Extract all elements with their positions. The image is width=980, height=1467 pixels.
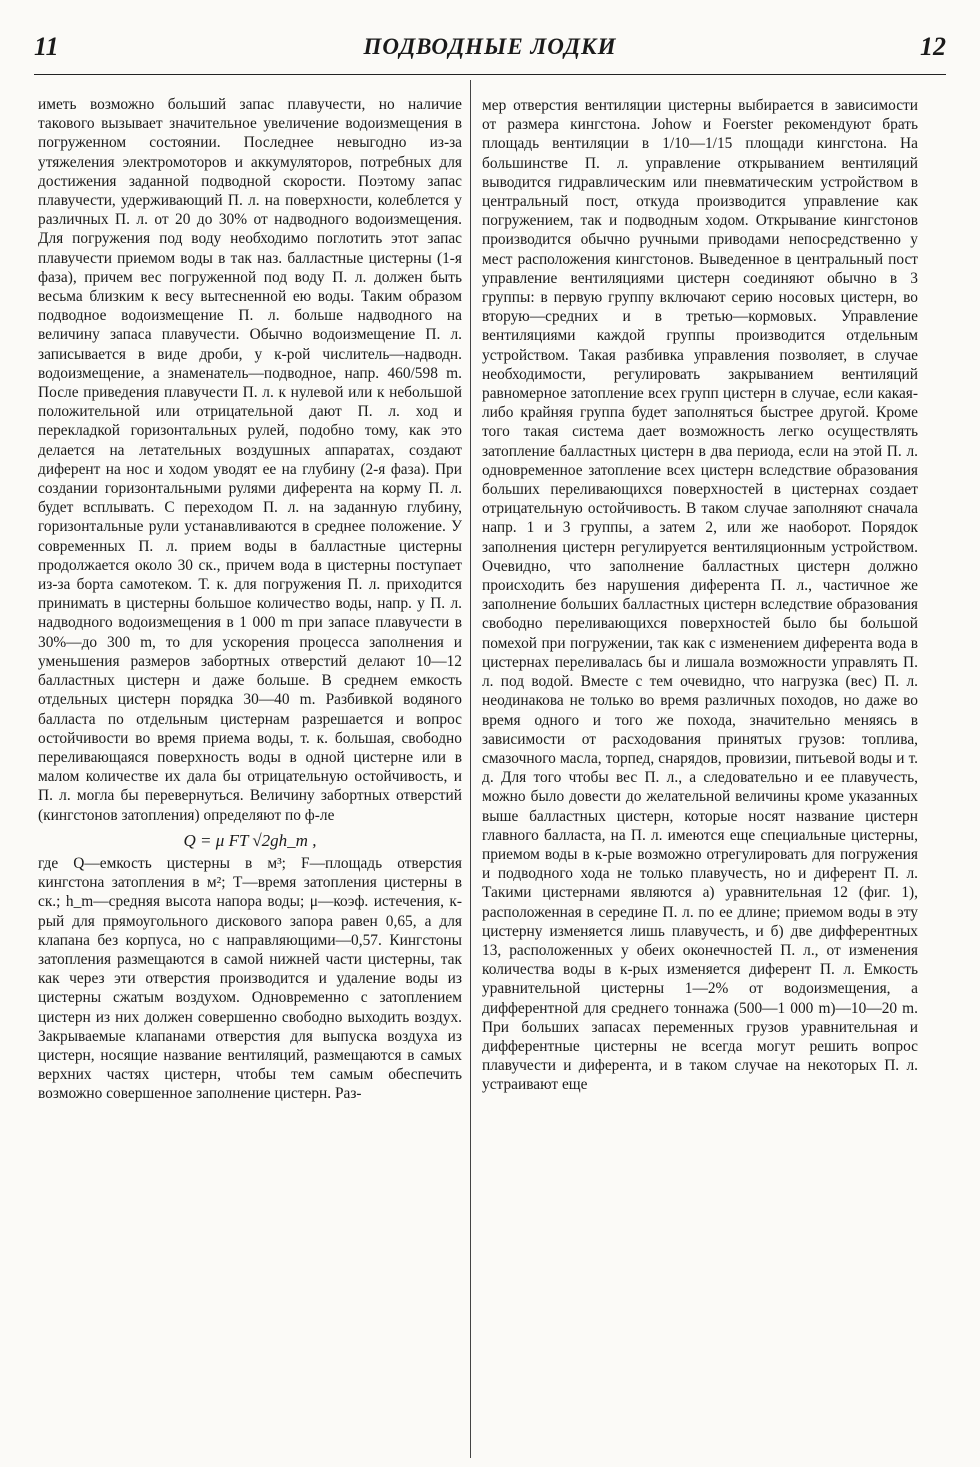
right-column xyxy=(482,96,918,1095)
column-divider xyxy=(470,80,471,1458)
page-number-left: 11 xyxy=(34,32,59,61)
running-title: ПОДВОДНЫЕ ЛОДКИ xyxy=(363,34,617,59)
header-rule xyxy=(34,74,946,75)
page-number-right: 12 xyxy=(920,32,946,61)
left-column xyxy=(38,95,462,1104)
left-paragraph-1: иметь возможно больший запас плавучести, но наличие такового вызывает значительное увеличение водоизмещения в погруженном состоянии. Последнее невыгодно из-за утяжеления электромоторов и аккумуляторов, потребных для достижения заданной подводной скорости. Поэтому запас плавучести, удерживающий П. л. на поверхности, колеблется у различных П. л. от 20 до 30% от надводного водоизмещения. Для погружения под воду необходимо поглотить этот запас плавучести приемом воды в так наз. балластные цистерны (1-я фаза), причем вес погруженной под воду П. л. должен быть весьма близким к весу вытесненной ею воды. Таким образом подводное водоизмещение П. л. больше надводного на величину запаса плавучести. Обычно водоизмещение П. л. записывается в виде дроби, у к-рой числитель—надводн. водоизмещение, а знаменатель—подводное, напр. 460/598 m. После приведения плавучести П. л. к нулевой или к небольшой положительной или отрицательной дают П. л. ход и перекладкой горизонтальных рулей, подобно тому, как это делается на летательных воздушных аппаратах, создают диферент на нос и ходом уводят ее на глубину (2-я фаза). При создании горизонтальными рулями диферента на корму П. л. будет всплывать. С переходом П. л. на заданную глубину, горизонтальные рули устанавливаются в среднее положение. У современных П. л. прием воды в балластные цистерны продолжается около 30 ск., причем вода в цистерны поступает из-за борта самотеком. Т. к. для погружения П. л. приходится принимать в цистерны большое количество воды, напр. у П. л. надводного водоизмещения в 1 000 m при запасе плавучести в 30%—до 300 m, то для ускорения процесса заполнения и уменьшения размеров забортных отверстий делают 10—12 балластных цистерн и даже больше. В среднем емкость отдельных цистерн порядка 30—40 m. Разбивкой водяного балласта по отдельным цистернам разрешается и вопрос остойчивости во время приема воды, т. к. большая, свободно переливающаяся поверхность воды в одной цистерне или в малом количестве их дала бы отрицательную остойчивость, и П. л. могла бы перевернуться. Величину забортных отверстий (кингстонов затопления) определяют по ф-ле xyxy=(38,96,462,824)
page-header xyxy=(34,32,946,68)
left-paragraph-2: где Q—емкость цистерны в м³; F—площадь отверстия кингстона затопления в м²; T—время затопления цистерны в ск.; h_m—средняя высота напора воды; μ—коэф. истечения, к-рый для прямоугольного дискового запора равен 0,65, а для клапана без корпуса, но с направляющими—0,57. Кингстоны затопления размещаются в самой нижней части цистерны, так как через эти отверстия производится и удаление воды из цистерны сжатым воздухом. Одновременно с затоплением цистерн из них должен совершенно свободно выходить воздух. Закрываемые клапанами отверстия для выпуска воздуха из цистерн, носящие название вентиляций, размещаются в самых верхних частях цистерн, чтобы тем самым обеспечить возможно совершенное заполнение цистерн. Раз- xyxy=(38,854,462,1103)
kingston-formula: Q = μ FT √2gh_m , xyxy=(183,830,317,850)
right-paragraph-1: мер отверстия вентиляции цистерны выбирается в зависимости от размера кингстона. Johow и Foerster рекомендуют брать площадь вентиляции в 1/10—1/15 площади кингстона. На большинстве П. л. управление открыванием вентиляций выводится гидравлическим или пневматическим устройством в центральный пост, откуда производится управление как погружением, так и подводным ходом. Открывание кингстонов производится обычно ручными приводами непосредственно у мест расположения кингстонов. Выведенное в центральный пост управление вентиляциями цистерн соединяют обычно в 3 группы: в первую группу включают серию носовых цистерн, во вторую—средних и в третью—кормовых. Управление вентиляциями каждой группы производится отдельным устройством. Такая разбивка управления позволяет, в случае необходимости, регулировать закрыванием вентиляций равномерное затопление всех групп цистерн в случае, если какая-либо крайняя группа будет заполняться быстрее другой. Кроме того такая система дает возможность легко осуществлять затопление балластных цистерн в два периода, если на этой П. л. одновременное затопление всех цистерн вследствие образования больших переливающихся поверхностей в цистернах создает отрицательную остойчивость. В таком случае заполняют сначала напр. 1 и 3 группы, а затем 2, или же наоборот. Порядок заполнения цистерн регулируется вентиляционным устройством. Очевидно, что заполнение балластных цистерн должно происходить без нарушения диферента П. л., частичное же заполнение больших балластных цистерн вследствие образования свободно переливающихся поверхностей было бы большой помехой при погружении, так как с изменением диферента вода в цистернах переливалась бы и лишала возможности управлять П. л. под водой. Вместе с тем очевидно, что нагрузка (вес) П. л. неодинакова не только во время различных походов, но даже во время одного и того же похода, значительно меняясь в зависимости от расходования принятых грузов: топлива, смазочного масла, торпед, снарядов, провизии, питьевой воды и т. д. Для того чтобы вес П. л., а следовательно и ее плавучесть, можно было довести до желательной величины кроме указанных выше балластных цистерн, которые носят название цистерн главного балласта, на П. л. имеются еще специальные цистерны, приемом воды в к-рые возможно отрегулировать для погружения и подводного хода не только плавучесть, но и диферент П. л. Такими цистернами являются а) уравнительная 12 (фиг. 1), расположенная в середине П. л. по ее длине; приемом воды в эту цистерну изменяется лишь плавучесть, и б) две дифферентных 13, расположенных у обеих оконечностей П. л., от изменения количества воды в к-рых изменяется диферент П. л. Емкость уравнительной цистерны 1—2% от водоизмещения, а дифферентной для среднего тоннажа (500—1 000 m)—10—20 m. При больших запасах переменных грузов уравнительная и дифферентные цистерны не всегда могут решить вопрос плавучести и диферента, и в таком случае на некоторых П. л. устраивают еще xyxy=(482,97,918,1094)
